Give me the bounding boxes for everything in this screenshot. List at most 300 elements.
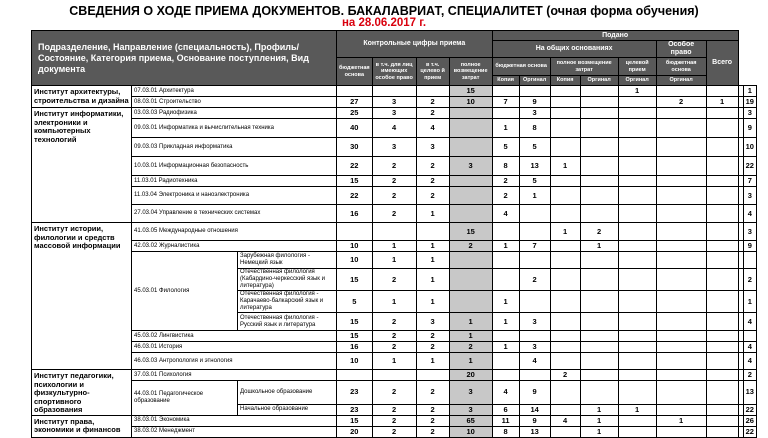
data-cell [580, 331, 618, 342]
data-cell: 8 [492, 426, 519, 437]
data-cell [550, 138, 580, 157]
data-cell [618, 331, 656, 342]
data-cell [580, 86, 618, 97]
data-cell: 2 [743, 269, 756, 291]
data-cell: 3 [449, 404, 492, 415]
data-cell [372, 370, 416, 381]
data-cell [618, 108, 656, 119]
data-cell: 2 [743, 370, 756, 381]
data-cell: 2 [372, 157, 416, 176]
profile-name: Отечественная филология - Русский язык и литература [238, 313, 337, 331]
data-cell [706, 223, 738, 241]
header-g-budget: бюджетная основа [492, 58, 550, 76]
direction-name: 07.03.01 Архитектура [132, 86, 337, 97]
direction-name: 45.03.02 Лингвистика [132, 331, 337, 342]
data-cell: 10 [449, 426, 492, 437]
direction-name: 03.03.03 Радиофизика [132, 108, 337, 119]
data-cell: 1 [618, 404, 656, 415]
data-cell: 65 [449, 415, 492, 426]
data-cell: 2 [372, 342, 416, 353]
data-cell [706, 313, 738, 331]
data-cell: 1 [372, 291, 416, 313]
data-cell [372, 86, 416, 97]
data-cell [550, 404, 580, 415]
data-cell [550, 86, 580, 97]
data-cell: 9 [743, 119, 756, 138]
data-cell [519, 223, 550, 241]
data-cell [618, 342, 656, 353]
data-cell [550, 205, 580, 223]
header-original: Оргинал [656, 76, 706, 86]
data-cell: 15 [337, 176, 373, 187]
data-cell [706, 370, 738, 381]
direction-name: 42.03.02 Журналистика [132, 241, 337, 252]
data-cell [550, 313, 580, 331]
data-cell [743, 331, 756, 342]
data-cell [580, 269, 618, 291]
data-cell [706, 269, 738, 291]
data-cell: 25 [337, 108, 373, 119]
data-cell [706, 415, 738, 426]
data-cell [492, 331, 519, 342]
data-cell [550, 291, 580, 313]
data-cell: 13 [743, 381, 756, 405]
data-cell: 5 [492, 138, 519, 157]
data-cell: 2 [449, 342, 492, 353]
data-cell: 1 [519, 187, 550, 205]
data-cell [492, 353, 519, 370]
data-cell: 3 [743, 187, 756, 205]
data-cell [656, 205, 706, 223]
data-cell: 1 [416, 241, 449, 252]
data-cell: 2 [416, 187, 449, 205]
data-cell: 1 [492, 342, 519, 353]
data-cell [706, 119, 738, 138]
data-cell [618, 370, 656, 381]
header-kcp-special: в т.ч. для лиц имеющих особое право [372, 58, 416, 86]
data-cell [550, 119, 580, 138]
data-cell [656, 252, 706, 269]
data-cell [519, 205, 550, 223]
data-cell: 2 [416, 342, 449, 353]
data-cell [618, 291, 656, 313]
data-cell: 3 [416, 138, 449, 157]
data-cell: 4 [743, 205, 756, 223]
data-cell [416, 370, 449, 381]
data-cell: 1 [492, 291, 519, 313]
data-cell [618, 138, 656, 157]
data-cell: 2 [416, 157, 449, 176]
data-cell: 15 [337, 415, 373, 426]
header-copy: Копия [492, 76, 519, 86]
data-cell [449, 269, 492, 291]
data-cell [416, 86, 449, 97]
data-cell [492, 223, 519, 241]
data-cell: 4 [743, 353, 756, 370]
data-cell [492, 370, 519, 381]
data-cell: 13 [519, 426, 550, 437]
data-cell: 4 [372, 119, 416, 138]
data-cell: 3 [743, 223, 756, 241]
data-cell [550, 241, 580, 252]
data-cell [706, 108, 738, 119]
data-cell [743, 252, 756, 269]
data-cell [656, 404, 706, 415]
header-special: Особое право [656, 41, 706, 58]
data-cell: 22 [743, 426, 756, 437]
data-cell [618, 205, 656, 223]
data-cell: 2 [656, 97, 706, 108]
data-cell [519, 291, 550, 313]
data-cell [550, 97, 580, 108]
data-cell [449, 205, 492, 223]
data-cell [656, 187, 706, 205]
institute-name: Институт информатики, электроники и компьютерных технологий [32, 108, 132, 223]
data-cell [706, 353, 738, 370]
data-cell [449, 119, 492, 138]
data-cell [656, 342, 706, 353]
data-cell: 3 [372, 138, 416, 157]
data-cell: 3 [743, 108, 756, 119]
data-cell: 11 [492, 415, 519, 426]
data-cell [706, 331, 738, 342]
data-cell: 1 [618, 86, 656, 97]
data-cell [580, 342, 618, 353]
data-cell [656, 157, 706, 176]
data-cell [656, 370, 706, 381]
data-cell [706, 157, 738, 176]
admissions-table [31, 30, 757, 438]
data-cell: 1 [416, 353, 449, 370]
data-cell: 10 [449, 97, 492, 108]
data-cell [519, 370, 550, 381]
data-cell [618, 241, 656, 252]
data-cell [656, 241, 706, 252]
data-cell: 16 [337, 342, 373, 353]
header-kcp-paid: полное возмещение затрат [449, 58, 492, 86]
profile-name: Зарубежная филология - Немецкий язык [238, 252, 337, 269]
data-cell [580, 119, 618, 138]
header-kcp-budget: бюджетная основа [337, 58, 373, 86]
data-cell: 9 [519, 381, 550, 405]
data-cell [706, 342, 738, 353]
institute-name: Институт права, экономики и финансов [32, 415, 132, 437]
data-cell: 1 [416, 291, 449, 313]
data-cell: 15 [337, 331, 373, 342]
data-cell: 13 [519, 157, 550, 176]
data-cell: 27 [337, 97, 373, 108]
data-cell [618, 97, 656, 108]
direction-name: 09.03.03 Прикладная информатика [132, 138, 337, 157]
direction-name: 37.03.01 Психология [132, 370, 337, 381]
data-cell: 2 [372, 415, 416, 426]
data-cell: 15 [337, 313, 373, 331]
data-cell: 10 [743, 138, 756, 157]
data-cell: 22 [337, 187, 373, 205]
data-cell: 2 [372, 187, 416, 205]
institute-name: Институт архитектуры, строительства и дизайна [32, 86, 132, 108]
data-cell [449, 138, 492, 157]
data-cell: 22 [743, 404, 756, 415]
data-cell [706, 187, 738, 205]
data-cell: 2 [372, 205, 416, 223]
data-cell: 14 [519, 404, 550, 415]
data-cell: 3 [416, 313, 449, 331]
header-copy: Копия [550, 76, 580, 86]
data-cell: 3 [519, 342, 550, 353]
data-cell: 1 [743, 291, 756, 313]
data-cell: 2 [372, 381, 416, 405]
data-cell [656, 353, 706, 370]
data-cell [519, 331, 550, 342]
data-cell [519, 86, 550, 97]
data-cell [618, 119, 656, 138]
data-cell: 2 [492, 187, 519, 205]
header-total: Всего [706, 41, 738, 86]
data-cell: 23 [337, 404, 373, 415]
data-cell: 15 [449, 86, 492, 97]
data-cell: 2 [372, 331, 416, 342]
data-cell: 1 [580, 241, 618, 252]
data-cell [656, 269, 706, 291]
data-cell: 4 [519, 353, 550, 370]
data-cell: 3 [519, 108, 550, 119]
direction-name: 38.03.02 Менеджмент [132, 426, 337, 437]
data-cell: 2 [416, 108, 449, 119]
profile-name: Отечественная филология - Карачаево-балкарский язык и литература [238, 291, 337, 313]
data-cell: 4 [550, 415, 580, 426]
data-cell: 16 [337, 205, 373, 223]
data-cell [550, 269, 580, 291]
data-cell [580, 381, 618, 405]
data-cell [337, 223, 373, 241]
header-original: Оргинал [618, 76, 656, 86]
data-cell [656, 176, 706, 187]
data-cell: 2 [372, 176, 416, 187]
data-cell [550, 108, 580, 119]
data-cell [706, 86, 738, 97]
data-cell [550, 331, 580, 342]
data-cell: 2 [449, 241, 492, 252]
data-cell [580, 205, 618, 223]
data-cell [492, 86, 519, 97]
data-cell [706, 252, 738, 269]
data-cell [706, 138, 738, 157]
data-cell [580, 370, 618, 381]
data-cell: 1 [492, 119, 519, 138]
data-cell: 40 [337, 119, 373, 138]
data-cell: 26 [743, 415, 756, 426]
data-cell: 1 [449, 353, 492, 370]
profile-name: Дошкольное образование [238, 381, 337, 405]
data-cell: 4 [416, 119, 449, 138]
data-cell [492, 252, 519, 269]
data-cell: 2 [416, 415, 449, 426]
data-cell [618, 252, 656, 269]
data-cell: 2 [372, 269, 416, 291]
data-cell [550, 381, 580, 405]
data-cell: 1 [416, 252, 449, 269]
profile-name: Начальное образование [238, 404, 337, 415]
data-cell [416, 223, 449, 241]
institute-name: Институт истории, филологии и средств массовой информации [32, 223, 132, 370]
data-cell: 1 [416, 269, 449, 291]
header-g-paid: полное возмещение затрат [550, 58, 618, 76]
data-cell [656, 86, 706, 97]
data-cell: 2 [580, 223, 618, 241]
data-cell [656, 223, 706, 241]
data-cell [706, 291, 738, 313]
direction-name: 27.03.04 Управление в технических системах [132, 205, 337, 223]
data-cell [550, 353, 580, 370]
data-cell: 2 [372, 404, 416, 415]
data-cell [580, 353, 618, 370]
data-cell: 8 [519, 119, 550, 138]
data-cell: 23 [337, 381, 373, 405]
data-cell: 20 [337, 426, 373, 437]
data-cell: 1 [372, 252, 416, 269]
data-cell [337, 86, 373, 97]
data-cell: 15 [337, 269, 373, 291]
header-general: На общих основаниях [492, 41, 656, 58]
data-cell [580, 157, 618, 176]
data-cell [580, 176, 618, 187]
data-cell: 10 [337, 252, 373, 269]
direction-name: 11.03.04 Электроника и наноэлектроника [132, 187, 337, 205]
data-cell: 1 [372, 353, 416, 370]
data-cell: 1 [492, 241, 519, 252]
data-cell: 6 [492, 404, 519, 415]
data-cell: 1 [743, 86, 756, 97]
data-cell: 1 [449, 313, 492, 331]
data-cell [706, 241, 738, 252]
data-cell: 20 [449, 370, 492, 381]
header-original: Оргинал [580, 76, 618, 86]
data-cell: 3 [372, 108, 416, 119]
data-cell [656, 381, 706, 405]
header-kcp-target: в т.ч. целево й прием [416, 58, 449, 86]
page-title: СВЕДЕНИЯ О ХОДЕ ПРИЕМА ДОКУМЕНТОВ. БАКАЛАВРИАТ, СПЕЦИАЛИТЕТ (очная форма обучения) [69, 4, 699, 18]
data-cell: 10 [337, 353, 373, 370]
header-g-target: целевой прием [618, 58, 656, 76]
data-cell [706, 176, 738, 187]
data-cell [550, 252, 580, 269]
data-cell [372, 223, 416, 241]
direction-name: 45.03.01 Филология [132, 252, 238, 331]
data-cell: 2 [416, 381, 449, 405]
data-cell [550, 187, 580, 205]
data-cell: 10 [337, 241, 373, 252]
data-cell [618, 176, 656, 187]
data-cell: 2 [416, 331, 449, 342]
data-cell: 4 [743, 342, 756, 353]
data-cell: 1 [550, 223, 580, 241]
data-cell: 30 [337, 138, 373, 157]
data-cell: 22 [743, 157, 756, 176]
data-cell [618, 269, 656, 291]
data-cell: 2 [416, 404, 449, 415]
data-cell: 5 [337, 291, 373, 313]
data-cell [580, 313, 618, 331]
data-cell: 1 [550, 157, 580, 176]
direction-name: 09.03.01 Информатика и вычислительная техника [132, 119, 337, 138]
data-cell: 1 [580, 404, 618, 415]
data-cell [618, 313, 656, 331]
data-cell: 4 [492, 381, 519, 405]
data-cell [618, 353, 656, 370]
data-cell [337, 370, 373, 381]
direction-name: 08.03.01 Строительство [132, 97, 337, 108]
header-control: Контрольные цифры приема [337, 31, 493, 58]
data-cell: 2 [372, 313, 416, 331]
data-cell [580, 187, 618, 205]
data-cell: 3 [372, 97, 416, 108]
profile-name: Отечественная филология (Кабардино-черкесский язык и литература) [238, 269, 337, 291]
data-cell: 9 [743, 241, 756, 252]
data-cell: 9 [519, 97, 550, 108]
data-cell [656, 108, 706, 119]
data-cell [656, 119, 706, 138]
data-cell [706, 205, 738, 223]
data-cell: 2 [519, 269, 550, 291]
data-cell: 1 [372, 241, 416, 252]
data-cell: 1 [656, 415, 706, 426]
data-cell [492, 269, 519, 291]
data-cell: 1 [492, 313, 519, 331]
data-cell [580, 138, 618, 157]
data-cell: 1 [580, 415, 618, 426]
data-cell [580, 108, 618, 119]
direction-name: 46.03.01 История [132, 342, 337, 353]
data-cell [656, 331, 706, 342]
data-cell [706, 381, 738, 405]
direction-name: 11.03.01 Радиотехника [132, 176, 337, 187]
data-cell: 7 [519, 241, 550, 252]
header-s-budget: бюджетная основа [656, 58, 706, 76]
data-cell: 2 [416, 176, 449, 187]
data-cell [580, 97, 618, 108]
data-cell [449, 176, 492, 187]
data-cell: 5 [519, 176, 550, 187]
data-cell: 2 [550, 370, 580, 381]
data-cell [656, 291, 706, 313]
direction-name: 10.03.01 Информационная безопасность [132, 157, 337, 176]
data-cell [449, 291, 492, 313]
data-cell: 3 [519, 313, 550, 331]
data-cell [449, 187, 492, 205]
data-cell: 4 [743, 313, 756, 331]
data-cell [618, 157, 656, 176]
page-subtitle: на 28.06.2017 г. [341, 17, 427, 29]
header-submitted: Подано [492, 31, 738, 41]
direction-name: 44.03.01 Педагогическое образование [132, 381, 238, 416]
data-cell: 19 [743, 97, 756, 108]
direction-name: 46.03.03 Антропология и этнология [132, 353, 337, 370]
data-cell [550, 342, 580, 353]
data-cell: 2 [492, 176, 519, 187]
data-cell [618, 223, 656, 241]
data-cell [492, 108, 519, 119]
data-cell: 8 [492, 157, 519, 176]
data-cell: 1 [706, 97, 738, 108]
direction-name: 38.03.01 Экономика [132, 415, 337, 426]
data-cell: 5 [519, 138, 550, 157]
data-cell [706, 404, 738, 415]
data-cell [550, 176, 580, 187]
data-cell: 3 [449, 157, 492, 176]
data-cell: 2 [372, 426, 416, 437]
data-cell [519, 252, 550, 269]
